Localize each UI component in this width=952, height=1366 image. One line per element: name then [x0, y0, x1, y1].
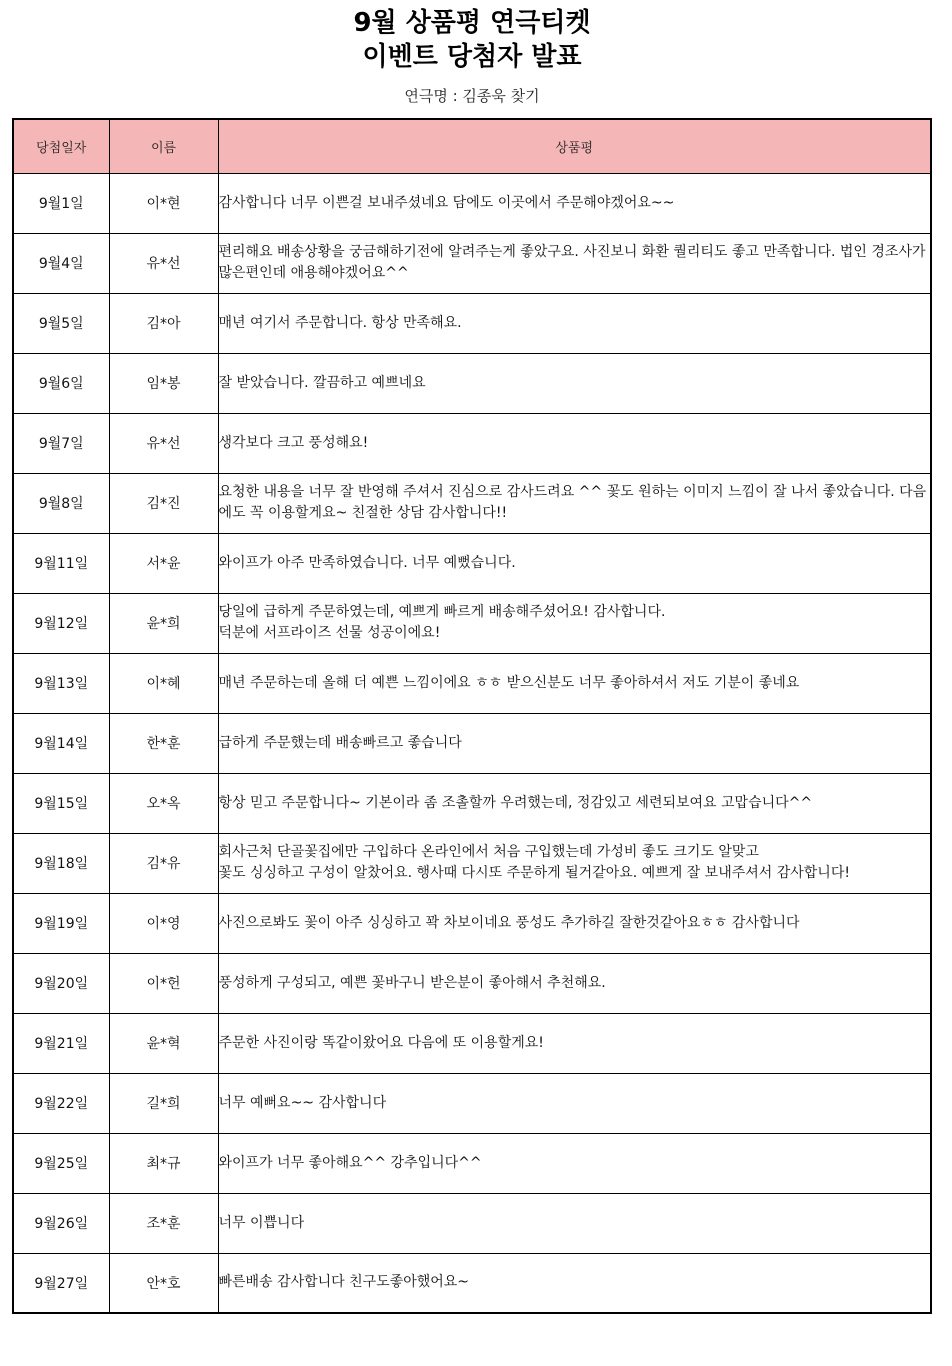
win-date-cell: 9월20일: [13, 953, 109, 1013]
winner-name-cell: 김*진: [109, 473, 218, 533]
review-text-cell: 요청한 내용을 너무 잘 반영해 주셔서 진심으로 감사드려요 ^^ 꽃도 원하는 이미지 느낌이 잘 나서 좋았습니다. 다음에도 꼭 이용할게요~ 친절한 상담 감사합니다!!: [218, 473, 931, 533]
win-date-cell: 9월1일: [13, 173, 109, 233]
table-row: [13, 833, 931, 893]
win-date-cell: 9월11일: [13, 533, 109, 593]
winner-name-cell: 유*선: [109, 413, 218, 473]
winner-name-cell: 유*선: [109, 233, 218, 293]
table-row: [13, 473, 931, 533]
win-date-cell: 9월6일: [13, 353, 109, 413]
winner-name-cell: 윤*희: [109, 593, 218, 653]
winner-name-cell: 김*유: [109, 833, 218, 893]
table-row: [13, 1073, 931, 1133]
winner-name-cell: 조*훈: [109, 1193, 218, 1253]
win-date-cell: 9월18일: [13, 833, 109, 893]
review-text-cell: 당일에 급하게 주문하였는데, 예쁘게 빠르게 배송해주셨어요! 감사합니다. 덕분에 서프라이즈 선물 성공이에요!: [218, 593, 931, 653]
review-text-cell: 주문한 사진이랑 똑같이왔어요 다음에 또 이용할게요!: [218, 1013, 931, 1073]
review-text-cell: 급하게 주문했는데 배송빠르고 좋습니다: [218, 713, 931, 773]
page-title-line1: 9월 상품평 연극티켓: [353, 8, 591, 38]
review-text-cell: 풍성하게 구성되고, 예쁜 꽃바구니 받은분이 좋아해서 추천해요.: [218, 953, 931, 1013]
column-header-date: 당첨일자: [13, 119, 109, 173]
table-body: [13, 173, 931, 1313]
win-date-cell: 9월15일: [13, 773, 109, 833]
table-row: [13, 353, 931, 413]
winner-name-cell: 김*아: [109, 293, 218, 353]
win-date-cell: 9월8일: [13, 473, 109, 533]
table-row: [13, 953, 931, 1013]
winner-name-cell: 길*희: [109, 1073, 218, 1133]
review-text-cell: 사진으로봐도 꽃이 아주 싱싱하고 꽉 차보이네요 풍성도 추가하길 잘한것같아요ㅎㅎ 감사합니다: [218, 893, 931, 953]
table-row: [13, 773, 931, 833]
review-text-cell: 회사근처 단골꽃집에만 구입하다 온라인에서 처음 구입했는데 가성비 좋도 크기도 알맞고 꽃도 싱싱하고 구성이 알찼어요. 행사때 다시또 주문하게 될거같아요. 예쁘게 잘 보내주셔서 감사합니다!: [218, 833, 931, 893]
win-date-cell: 9월14일: [13, 713, 109, 773]
review-text-cell: 너무 예뻐요~~ 감사합니다: [218, 1073, 931, 1133]
table-row: [13, 653, 931, 713]
win-date-cell: 9월26일: [13, 1193, 109, 1253]
winners-table: [12, 118, 932, 1314]
play-name: 연극명 : 김종욱 찾기: [404, 87, 540, 105]
table-row: [13, 293, 931, 353]
review-text-cell: 와이프가 아주 만족하였습니다. 너무 예뻤습니다.: [218, 533, 931, 593]
column-header-name: 이름: [109, 119, 218, 173]
review-text-cell: 너무 이쁩니다: [218, 1193, 931, 1253]
winner-name-cell: 이*현: [109, 173, 218, 233]
review-text-cell: 생각보다 크고 풍성해요!: [218, 413, 931, 473]
win-date-cell: 9월19일: [13, 893, 109, 953]
table-row: [13, 593, 931, 653]
table-row: [13, 1133, 931, 1193]
review-text-cell: 감사합니다 너무 이쁜걸 보내주셨네요 담에도 이곳에서 주문해야겠어요~~: [218, 173, 931, 233]
table-row: [13, 713, 931, 773]
column-header-review: 상품평: [218, 119, 931, 173]
winner-name-cell: 이*헌: [109, 953, 218, 1013]
win-date-cell: 9월4일: [13, 233, 109, 293]
review-text-cell: 편리해요 배송상황을 궁금해하기전에 알려주는게 좋았구요. 사진보니 화환 퀄리티도 좋고 만족합니다. 법인 경조사가 많은편인데 애용해야겠어요^^: [218, 233, 931, 293]
review-text-cell: 매년 여기서 주문합니다. 항상 만족해요.: [218, 293, 931, 353]
winner-name-cell: 한*훈: [109, 713, 218, 773]
winner-name-cell: 오*옥: [109, 773, 218, 833]
winner-name-cell: 최*규: [109, 1133, 218, 1193]
win-date-cell: 9월5일: [13, 293, 109, 353]
win-date-cell: 9월7일: [13, 413, 109, 473]
table-row: [13, 413, 931, 473]
winner-name-cell: 안*호: [109, 1253, 218, 1313]
win-date-cell: 9월13일: [13, 653, 109, 713]
review-text-cell: 매년 주문하는데 올해 더 예쁜 느낌이에요 ㅎㅎ 받으신분도 너무 좋아하셔서 저도 기분이 좋네요: [218, 653, 931, 713]
table-row: [13, 233, 931, 293]
win-date-cell: 9월25일: [13, 1133, 109, 1193]
winner-name-cell: 임*봉: [109, 353, 218, 413]
table-row: [13, 533, 931, 593]
winner-name-cell: 윤*혁: [109, 1013, 218, 1073]
win-date-cell: 9월22일: [13, 1073, 109, 1133]
win-date-cell: 9월27일: [13, 1253, 109, 1313]
winner-name-cell: 이*혜: [109, 653, 218, 713]
win-date-cell: 9월12일: [13, 593, 109, 653]
table-row: [13, 1013, 931, 1073]
review-text-cell: 잘 받았습니다. 깔끔하고 예쁘네요: [218, 353, 931, 413]
table-row: [13, 1193, 931, 1253]
win-date-cell: 9월21일: [13, 1013, 109, 1073]
winner-name-cell: 서*윤: [109, 533, 218, 593]
review-text-cell: 빠른배송 감사합니다 친구도좋아했어요~: [218, 1253, 931, 1313]
table-row: [13, 893, 931, 953]
winner-name-cell: 이*영: [109, 893, 218, 953]
review-text-cell: 와이프가 너무 좋아해요^^ 강추입니다^^: [218, 1133, 931, 1193]
table-row: [13, 1253, 931, 1313]
page-title-line2: 이벤트 당첨자 발표: [362, 42, 582, 72]
review-text-cell: 항상 믿고 주문합니다~ 기본이라 좀 조촐할까 우려했는데, 정감있고 세련되보여요 고맙습니다^^: [218, 773, 931, 833]
table-header: [13, 119, 931, 173]
table-row: [13, 173, 931, 233]
